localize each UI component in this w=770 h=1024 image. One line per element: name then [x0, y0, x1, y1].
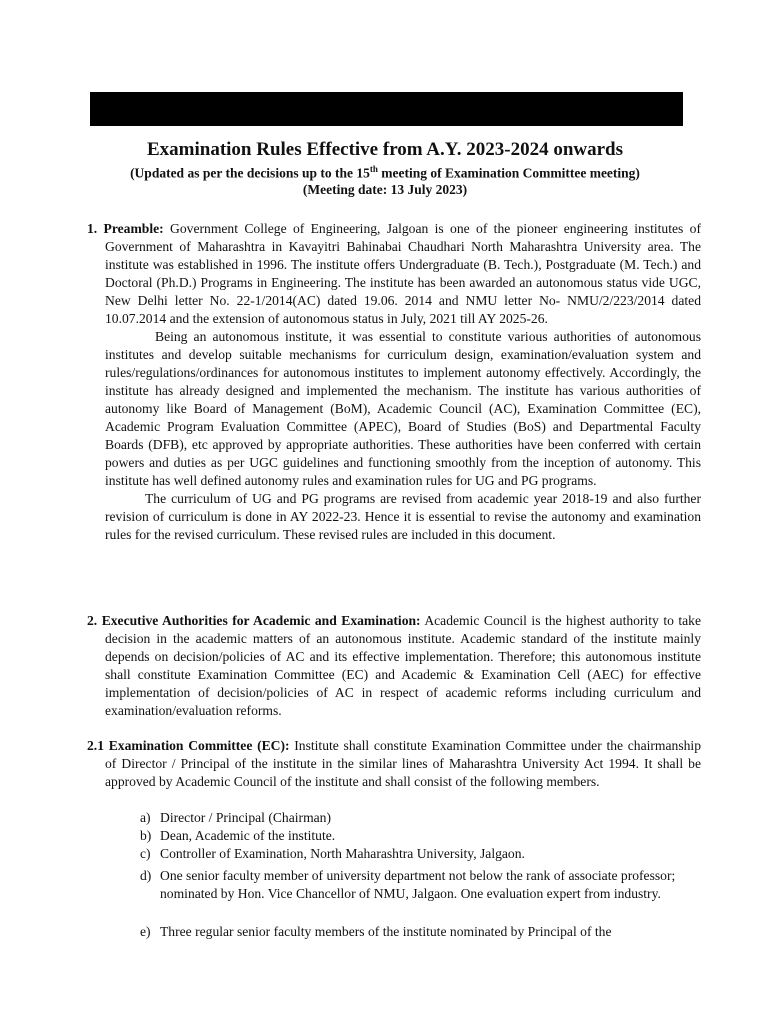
section-heading: Executive Authorities for Academic and Examination:: [101, 613, 421, 628]
list-item: a) Director / Principal (Chairman): [140, 810, 331, 825]
section-heading: Examination Committee (EC):: [108, 738, 290, 753]
list-item: b) Dean, Academic of the institute.: [140, 828, 336, 843]
section-text: Government College of Engineering, Jalgoan is one of the pioneer engineering institutes of Government of Maharashtra in Kavayitri Bahinabai Chaudhari North Maharashtra University area. The institute was established in 1996. The institute offers Undergraduate (B. Tech.), Postgraduate (M. Tech.) and Doctoral (Ph.D.) Programs in Engineering. The institute has been awarded an autonomous status vide UGC, New Delhi letter No. 22-1/2014(AC) dated 19.06. 2014 and NMU letter No- NMU/2/223/2014 dated 10.07.2014 and the extension of autonomous status in July, 2021 till AY 2025-26.: [105, 221, 701, 326]
document-title: Examination Rules Effective from A.Y. 2023-2024 onwards: [146, 139, 624, 160]
section-heading: Preamble:: [103, 221, 164, 236]
section-text: Academic Council is the highest authority to take decision in the academic matters of an autonomous institute. Academic standard of the institute mainly depends on decision/policies of AC and its effective implementation. Therefore; this autonomous institute shall constitute Examination Committee (EC) and Academic & Examination Cell (AEC) for effective implementation of decision/policies of AC in respect of academic reforms including curriculum and examination/evaluation reforms.: [105, 613, 702, 718]
meeting-date: (Meeting date: 13 July 2023): [302, 182, 468, 197]
section-executive-authorities: [87, 612, 701, 720]
section-number: 2.: [87, 613, 98, 628]
section-number: 2.1: [87, 738, 104, 753]
section-number: 1.: [87, 221, 98, 236]
list-item: c) Controller of Examination, North Maharashtra University, Jalgaon.: [140, 846, 525, 861]
document-subtitle: (Updated as per the decisions up to the 15th meeting of Examination Committee meeting): [130, 164, 640, 181]
redaction-bar: [90, 92, 683, 126]
section-preamble: [87, 220, 701, 544]
list-item: e) Three regular senior faculty members of the institute nominated by Principal of the: [140, 924, 612, 939]
members-list: [140, 809, 700, 941]
preamble-paragraph-2: Being an autonomous institute, it was essential to constitute various authorities of autonomous institutes and develop suitable mechanisms for curriculum design, examination/evaluation system and rules/regulations/ordinances for autonomous institutes to implement autonomy effectively. Accordingly, the institute has already designed and implemented the mechanism. The institute has various authorities of autonomy like Board of Management (BoM), Academic Council (AC), Examination Committee (EC), Academic Program Evaluation Committee (APEC), Board of Studies (BoS) and Departmental Faculty Boards (DFB), etc approved by appropriate authorities. These authorities have been conferred with certain powers and duties as per UGC guidelines and functioning smoothly from the inception of autonomy. This institute has well defined autonomy rules and examination rules for UG and PG programs.: [105, 329, 701, 488]
section-examination-committee: [87, 737, 701, 791]
preamble-paragraph: [87, 220, 701, 328]
preamble-paragraph-3: The curriculum of UG and PG programs are revised from academic year 2018-19 and also further revision of curriculum is done in AY 2022-23. Hence it is essential to revise the autonomy and examination rules for the revised curriculum. These revised rules are included in this document.: [105, 491, 701, 542]
executive-paragraph: [87, 612, 701, 720]
list-item: d) One senior faculty member of university department not below the rank of associate professor; nominated by Hon. Vice Chancellor of NMU, Jalgaon. One evaluation expert from industry.: [140, 868, 676, 901]
exam-committee-paragraph: [87, 737, 701, 791]
section-text: Institute shall constitute Examination Committee under the chairmanship of Director / Principal of the institute in the similar lines of Maharashtra University Act 1994. It shall be approved by Academic Council of the institute and shall consist of the following members.: [105, 738, 701, 789]
